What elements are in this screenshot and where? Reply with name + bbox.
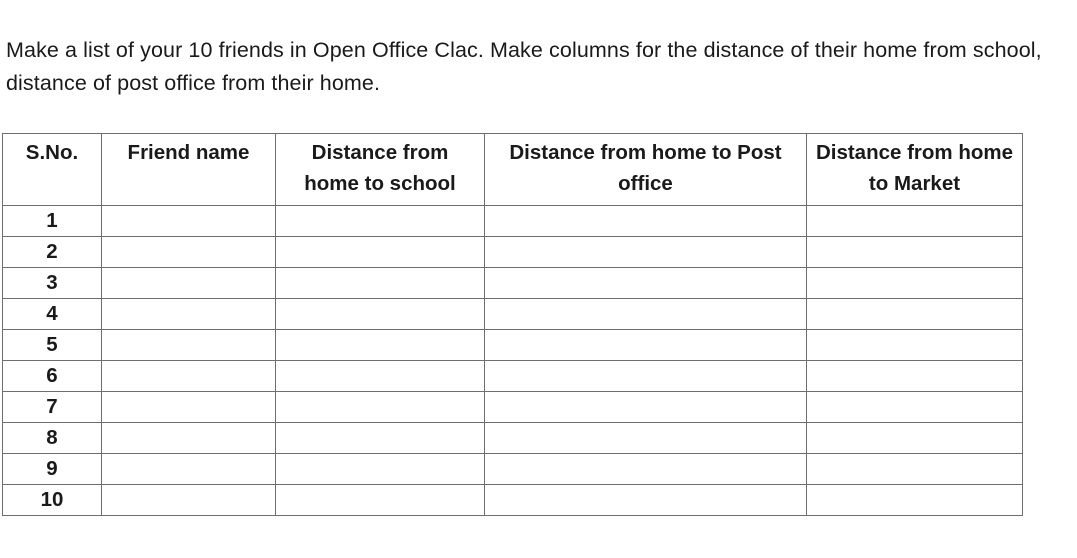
friend-name-cell [102,237,276,268]
table-row [3,268,1023,299]
friend-name-cell [102,330,276,361]
distance-post-office-cell [485,485,807,516]
distance-school-cell [276,237,485,268]
distance-market-cell [807,237,1023,268]
distance-school-cell [276,423,485,454]
table-header-row [3,134,1023,206]
distance-school-cell [276,392,485,423]
friends-distance-table [2,133,1023,516]
table-row [3,237,1023,268]
distance-market-cell [807,423,1023,454]
friend-name-cell [102,206,276,237]
friend-name-cell [102,485,276,516]
serial-number-cell: 10 [3,485,102,516]
assignment-instruction: Make a list of your 10 friends in Open Office Clac. Make columns for the distance of their home from school, distance of post office from their home. [6,38,1042,95]
serial-number-cell: 6 [3,361,102,392]
distance-post-office-cell [485,206,807,237]
distance-post-office-cell [485,268,807,299]
distance-market-cell [807,392,1023,423]
distance-market-cell [807,299,1023,330]
table-row [3,423,1023,454]
distance-school-cell [276,299,485,330]
distance-post-office-cell [485,237,807,268]
friend-name-cell [102,454,276,485]
distance-post-office-cell [485,392,807,423]
table-row [3,206,1023,237]
distance-school-cell [276,268,485,299]
serial-number-cell: 4 [3,299,102,330]
table-row [3,299,1023,330]
table-row [3,454,1023,485]
distance-school-cell [276,361,485,392]
table-row [3,330,1023,361]
serial-number-cell: 7 [3,392,102,423]
friend-name-cell [102,392,276,423]
friend-name-cell [102,299,276,330]
serial-number-cell: 3 [3,268,102,299]
distance-school-cell [276,454,485,485]
serial-number-cell: 2 [3,237,102,268]
distance-post-office-cell [485,299,807,330]
friend-name-cell [102,268,276,299]
distance-market-cell [807,485,1023,516]
friend-name-cell [102,423,276,454]
distance-post-office-cell [485,423,807,454]
serial-number-cell: 5 [3,330,102,361]
friend-name-cell [102,361,276,392]
distance-market-cell [807,454,1023,485]
header-distance-school: Distance from home to school [276,134,485,206]
distance-school-cell [276,330,485,361]
distance-post-office-cell [485,330,807,361]
header-friend-name: Friend name [102,134,276,206]
table-row [3,361,1023,392]
distance-school-cell [276,206,485,237]
distance-market-cell [807,330,1023,361]
distance-market-cell [807,361,1023,392]
table-row [3,392,1023,423]
distance-school-cell [276,485,485,516]
header-distance-post-office: Distance from home to Post office [485,134,807,206]
serial-number-cell: 8 [3,423,102,454]
distance-market-cell [807,206,1023,237]
serial-number-cell: 1 [3,206,102,237]
header-distance-market: Distance from home to Market [807,134,1023,206]
table-row [3,485,1023,516]
serial-number-cell: 9 [3,454,102,485]
distance-post-office-cell [485,361,807,392]
distance-market-cell [807,268,1023,299]
header-serial-number: S.No. [3,134,102,206]
distance-post-office-cell [485,454,807,485]
